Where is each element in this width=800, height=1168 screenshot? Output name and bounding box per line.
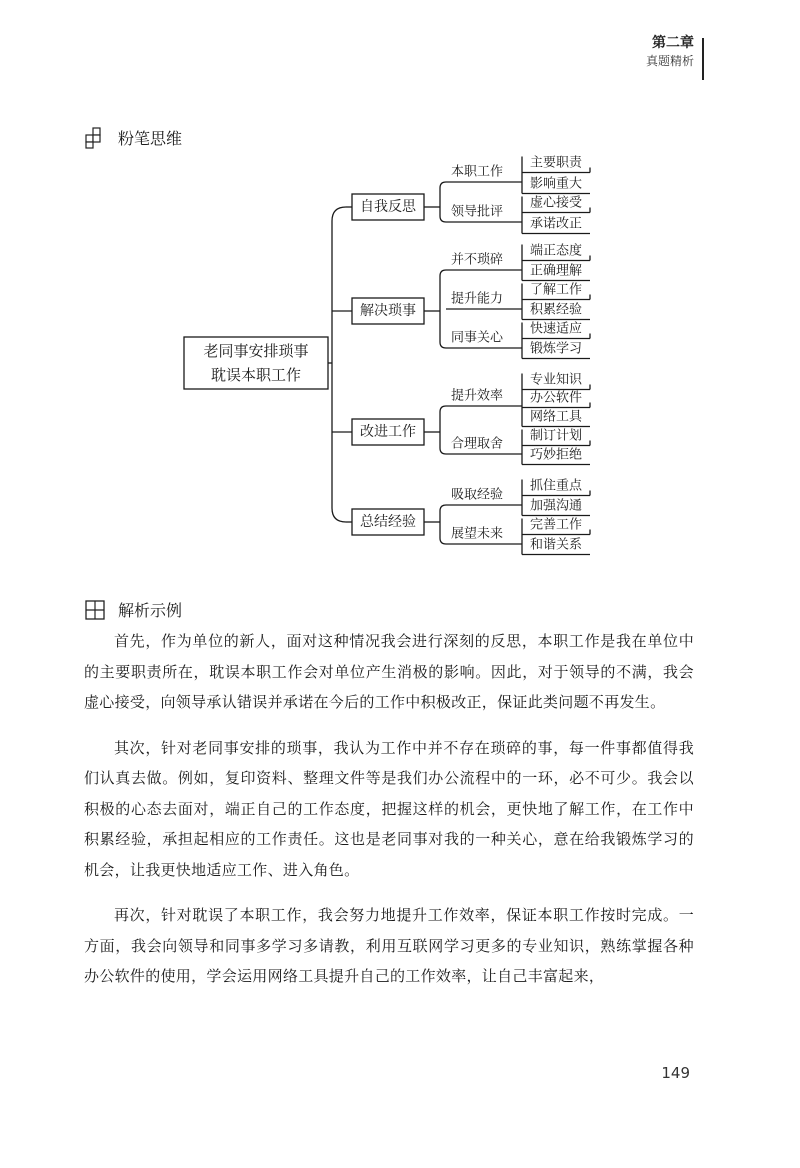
sub-node-label: 同事关心 (450, 330, 504, 346)
leaf-node-label: 专业知识 (529, 372, 583, 388)
leaf-node-label: 制订计划 (529, 428, 583, 444)
paragraph-1: 首先，作为单位的新人，面对这种情况我会进行深刻的反思，本职工作是我在单位中的主要职责所在，耽误本职工作会对单位产生消极的影响。因此，对于领导的不满，我会虚心接受，向领导承认错误并承诺在今后的工作中积极改正，保证此类问题不再发生。 (84, 632, 694, 711)
sub-node-label: 领导批评 (450, 204, 504, 220)
sub-node-label: 并不琐碎 (450, 252, 504, 268)
sub-trunk (440, 406, 446, 454)
leaf-node-label: 正确理解 (529, 263, 583, 279)
leaf-node-label: 虚心接受 (529, 195, 583, 211)
leaf-node-label: 办公软件 (529, 390, 583, 406)
branch-node-label: 改进工作 (360, 424, 416, 440)
section-title-mindmap: 粉笔思维 (118, 129, 183, 148)
root-node-line-1: 老同事安排琐事 (203, 342, 309, 360)
grid-square-icon (84, 599, 106, 621)
chapter-subtitle: 真题精析 (645, 53, 694, 68)
sub-node-label: 提升能力 (450, 291, 504, 307)
leaf-node-label: 积累经验 (529, 302, 583, 318)
sub-node-label: 展望未来 (450, 526, 504, 542)
leaf-node-label: 快速适应 (529, 321, 583, 337)
leaf-node-label: 主要职责 (529, 155, 583, 171)
leaf-node-label: 抓住重点 (529, 478, 583, 494)
sub-node-label: 合理取舍 (450, 436, 504, 452)
sub-trunk (440, 270, 446, 348)
root-node-line-2: 耽误本职工作 (210, 366, 302, 384)
leaf-node-label: 影响重大 (529, 176, 583, 192)
sub-node-label: 提升效率 (450, 388, 504, 404)
section-heading-analysis (84, 598, 182, 621)
main-trunk (332, 207, 346, 522)
leaf-node-label: 加强沟通 (529, 498, 583, 514)
sub-trunk (440, 505, 446, 544)
paragraph-2: 其次，针对老同事安排的琐事，我认为工作中并不存在琐碎的事，每一件事都值得我们认真去做。例如，复印资料、整理文件等是我们办公流程中的一环，必不可少。我会以积极的心态去面对，端正自己的工作态度，把握这样的机会，更快地了解工作，在工作中积累经验，承担起相应的工作责任。这也是老同事对我的一种关心，意在给我锻炼学习的机会，让我更快地适应工作、进入角色。 (84, 738, 694, 879)
leaf-node-label: 了解工作 (529, 282, 583, 298)
branch-node-label: 解决琐事 (360, 303, 416, 319)
leaf-node-label: 端正态度 (529, 243, 583, 259)
sub-node-label: 本职工作 (450, 164, 504, 180)
leaf-node-label: 完善工作 (529, 517, 583, 533)
paragraph-3: 再次，针对耽误了本职工作，我会努力地提升工作效率，保证本职工作按时完成。一方面，我会向领导和同事多学习多请教，利用互联网学习更多的专业知识，熟练掌握各种办公软件的使用，学会运用网络工具提升自己的工作效率，让自己丰富起来， (84, 906, 694, 985)
leaf-node-label: 锻炼学习 (529, 341, 583, 357)
branch-node-label: 总结经验 (360, 514, 416, 530)
branch-node-label: 自我反思 (360, 199, 416, 215)
leaf-node-label: 承诺改正 (529, 216, 583, 232)
leaf-node-label: 巧妙拒绝 (529, 447, 583, 463)
leaf-node-label: 和谐关系 (529, 537, 583, 553)
chapter-label: 第二章 (652, 35, 694, 51)
section-title-analysis: 解析示例 (118, 601, 183, 620)
analysis-body (84, 626, 694, 1007)
leaf-node-label: 网络工具 (529, 409, 583, 425)
sub-trunk (440, 182, 446, 222)
sub-node-label: 吸取经验 (450, 487, 504, 503)
page-number: 149 (661, 1064, 690, 1082)
